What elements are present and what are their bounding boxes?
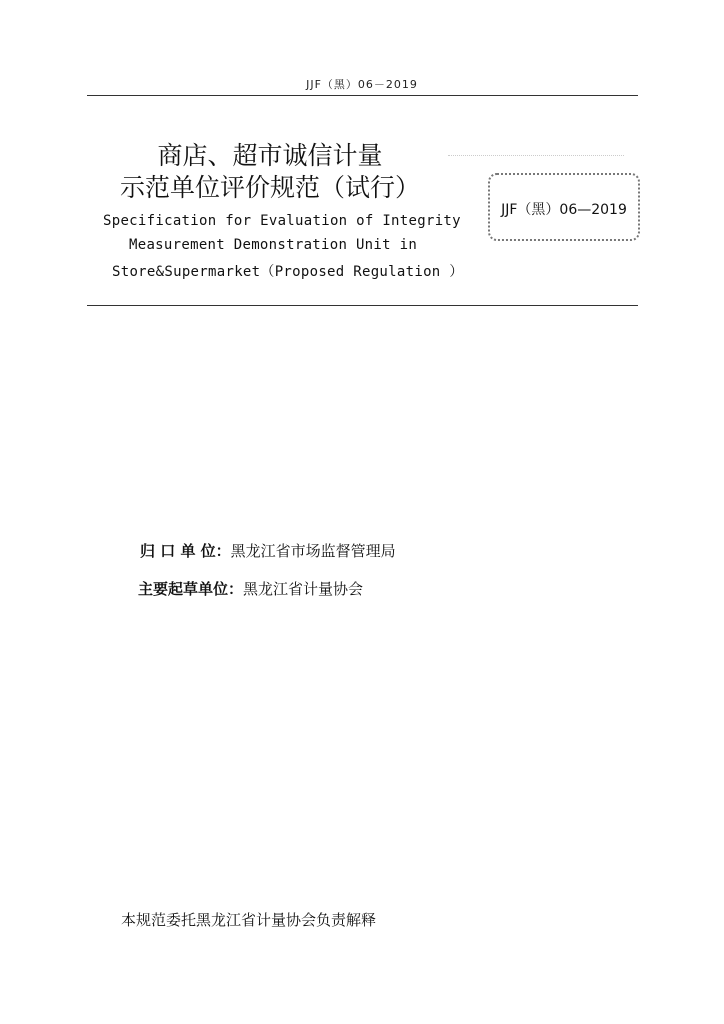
- title-rule: [87, 305, 638, 306]
- document-code-header: JJF（黑）06－2019: [306, 78, 418, 91]
- header-rule: [87, 95, 638, 96]
- stamp-code-text: JJF（黑）06—2019: [501, 202, 627, 218]
- title-english-line-1: Specification for Evaluation of Integrity: [103, 213, 461, 229]
- managing-unit-row: [140, 540, 396, 561]
- title-chinese-line-1: 商店、超市诚信计量: [157, 141, 383, 170]
- title-chinese-line-2: 示范单位评价规范（试行）: [119, 173, 420, 202]
- document-code-stamp: [488, 173, 640, 241]
- managing-unit-label: 归 口 单 位：: [140, 542, 231, 560]
- stamp-guide-line: [448, 155, 624, 156]
- drafting-unit-label: 主要起草单位：: [138, 580, 244, 598]
- interpretation-note: 本规范委托黑龙江省计量协会负责解释: [121, 911, 377, 929]
- title-english-line-3: Store&Supermarket（Proposed Regulation ）: [112, 264, 464, 280]
- drafting-unit-value: 黑龙江省计量协会: [243, 580, 364, 598]
- title-english-line-2: Measurement Demonstration Unit in: [129, 237, 418, 253]
- drafting-unit-row: [138, 578, 363, 599]
- managing-unit-value: 黑龙江省市场监督管理局: [230, 542, 396, 560]
